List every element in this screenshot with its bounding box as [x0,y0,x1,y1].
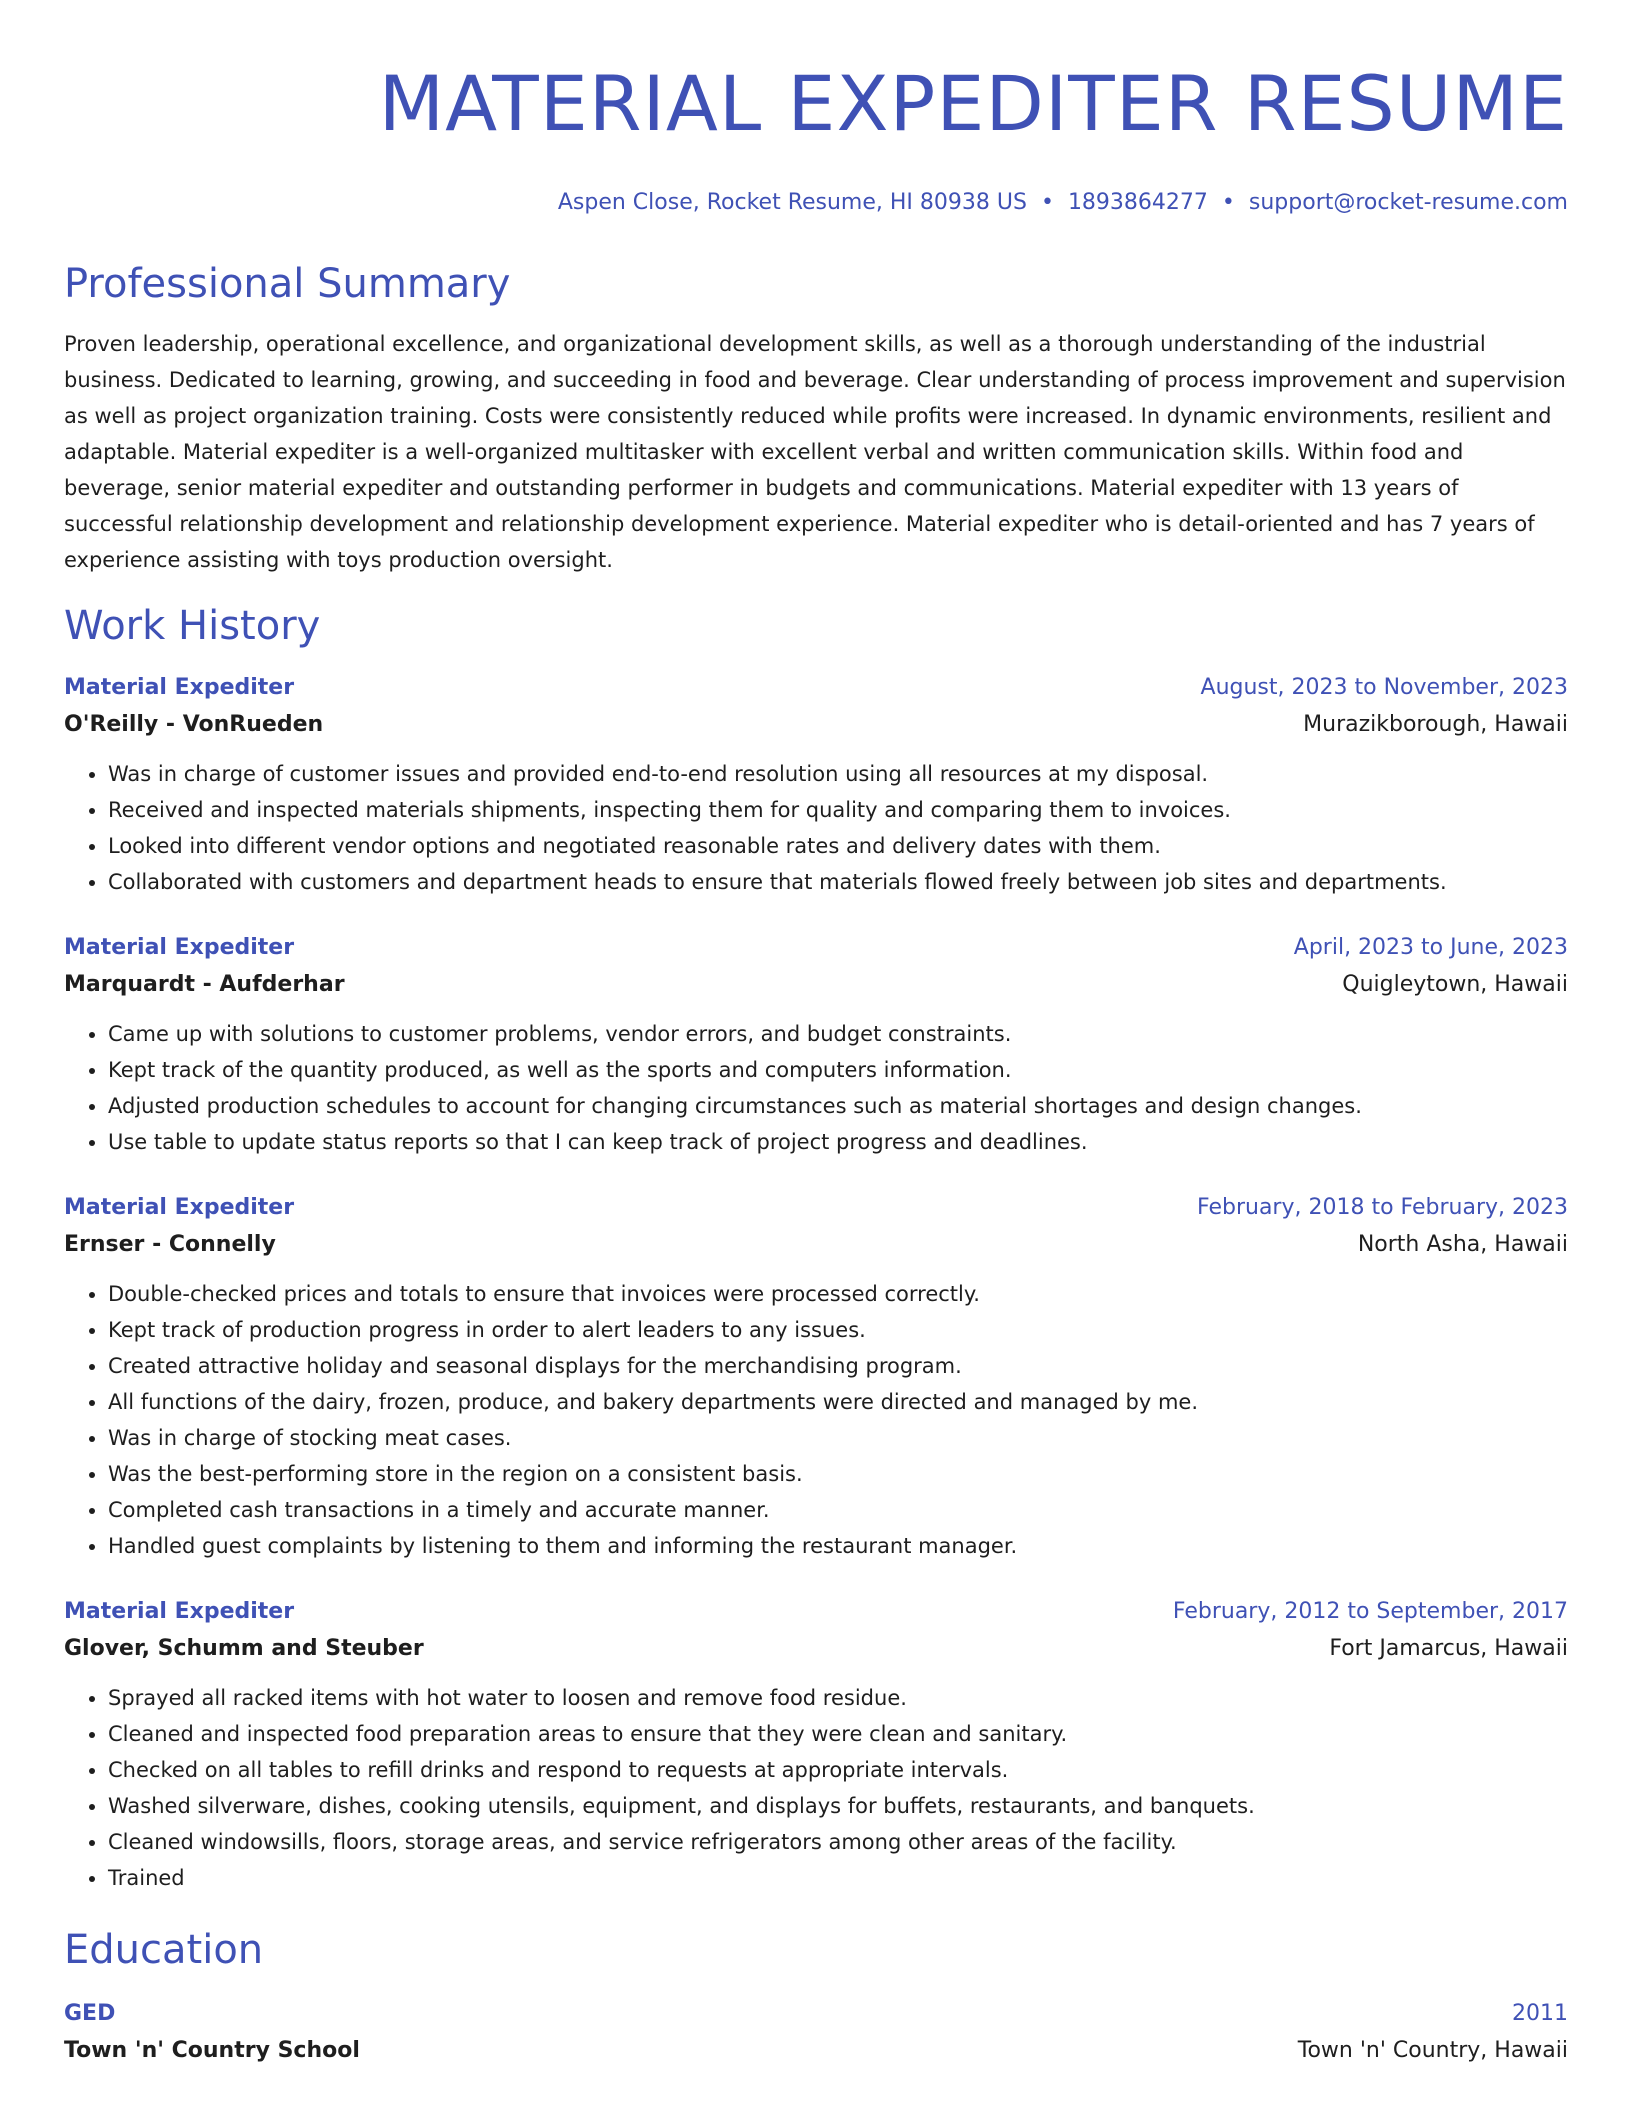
job-location: Murazikborough, Hawaii [1303,712,1568,737]
job-bullet: • Came up with solutions to customer problems, vendor errors, and budget constraints. [108,1016,1568,1052]
job-dates: April, 2023 to June, 2023 [1293,935,1568,960]
job-location: Quigleytown, Hawaii [1342,972,1568,997]
education-entry [64,1996,1568,2070]
summary-heading: Professional Summary [64,261,511,307]
job-title: Material Expediter [64,1195,295,1220]
job-bullet: • Kept track of production progress in order to alert leaders to any issues. [108,1312,1568,1348]
education-location: Town 'n' Country, Hawaii [1297,2038,1568,2063]
education-year: 2011 [1512,2001,1568,2026]
job-bullet: • Handled guest complaints by listening to them and informing the restaurant manager. [108,1528,1568,1564]
contact-line [64,188,1568,218]
contact-email: support@rocket-resume.com [1248,190,1568,215]
job-title: Material Expediter [64,935,295,960]
job-title: Material Expediter [64,675,295,700]
job-bullet: • Adjusted production schedules to account for changing circumstances such as material shortages and design changes. [108,1088,1568,1124]
contact-separator: • [1221,190,1235,215]
job-bullet: • Completed cash transactions in a timely and accurate manner. [108,1492,1568,1528]
job-location: North Asha, Hawaii [1357,1232,1568,1257]
education-heading: Education [64,1927,264,1973]
job-bullets [64,1276,1568,1564]
job-bullet: • Kept track of the quantity produced, as well as the sports and computers information. [108,1052,1568,1088]
job-dates: February, 2018 to February, 2023 [1197,1195,1568,1220]
job-bullet: • Was the best-performing store in the region on a consistent basis. [108,1456,1568,1492]
education-degree: GED [64,2001,116,2026]
job-bullet: • Washed silverware, dishes, cooking utensils, equipment, and displays for buffets, restaurants, and banquets. [108,1788,1568,1824]
job-bullet: • Trained [108,1860,1568,1896]
job-bullet: • Was in charge of stocking meat cases. [108,1420,1568,1456]
job-bullet: • Checked on all tables to refill drinks and respond to requests at appropriate intervals. [108,1752,1568,1788]
job-bullet: • All functions of the dairy, frozen, produce, and bakery departments were directed and managed by me. [108,1384,1568,1420]
job-bullet: • Was in charge of customer issues and provided end-to-end resolution using all resources at my disposal. [108,756,1568,792]
job-title: Material Expediter [64,1599,295,1624]
job-location: Fort Jamarcus, Hawaii [1329,1636,1568,1661]
job-entry [64,930,1568,1160]
job-entry [64,1190,1568,1564]
contact-address: Aspen Close, Rocket Resume, HI 80938 US [557,190,1027,215]
contact-phone: 1893864277 [1067,190,1208,215]
contact-separator: • [1040,190,1054,215]
job-bullet: • Looked into different vendor options and negotiated reasonable rates and delivery dates with them. [108,828,1568,864]
job-dates: February, 2012 to September, 2017 [1172,1599,1568,1624]
job-bullets [64,1016,1568,1160]
job-bullets [64,756,1568,900]
job-bullets [64,1680,1568,1896]
job-bullet: • Created attractive holiday and seasonal displays for the merchandising program. [108,1348,1568,1384]
job-bullet: • Cleaned and inspected food preparation areas to ensure that they were clean and sanitary. [108,1716,1568,1752]
resume-title: MATERIAL EXPEDITER RESUME [378,59,1568,148]
job-bullet: • Double-checked prices and totals to ensure that invoices were processed correctly. [108,1276,1568,1312]
job-bullet: • Use table to update status reports so that I can keep track of project progress and deadlines. [108,1124,1568,1160]
job-company: Glover, Schumm and Steuber [64,1636,424,1661]
job-company: O'Reilly - VonRueden [64,712,324,737]
summary-text: Proven leadership, operational excellence, and organizational development skills, as well as a thorough understanding of the industrial business. Dedicated to learning, growing, and succeeding in food and beverage. Clear understanding of process improvement and supervision as well as project organization training. Costs were consistently reduced while profits were increased. In dynamic environments, resilient and adaptable. Material expediter is a well-organized multitasker with excellent verbal and written communication skills. Within food and beverage, senior material expediter and outstanding performer in budgets and communications. Material expediter with 13 years of successful relationship development and relationship development experience. Material expediter who is detail-oriented and has 7 years of experience assisting with toys production oversight. [64,332,1566,572]
job-bullet: • Cleaned windowsills, floors, storage areas, and service refrigerators among other areas of the facility. [108,1824,1568,1860]
job-company: Ernser - Connelly [64,1232,276,1257]
job-entry [64,1594,1568,1896]
job-company: Marquardt - Aufderhar [64,972,345,997]
work-history-heading: Work History [64,603,321,649]
job-bullet: • Received and inspected materials shipments, inspecting them for quality and comparing them to invoices. [108,792,1568,828]
job-bullet: • Sprayed all racked items with hot water to loosen and remove food residue. [108,1680,1568,1716]
job-bullet: • Collaborated with customers and department heads to ensure that materials flowed freely between job sites and departments. [108,864,1568,900]
education-school: Town 'n' Country School [64,2038,360,2063]
job-entry [64,670,1568,900]
job-dates: August, 2023 to November, 2023 [1200,675,1568,700]
